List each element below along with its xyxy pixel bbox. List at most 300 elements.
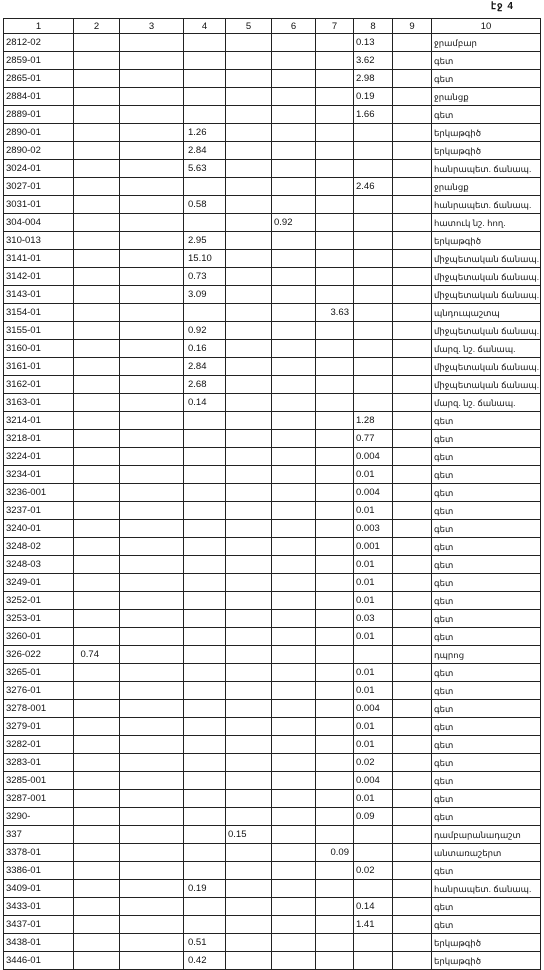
land-use-cell: հանրապետ. ճանապ.	[432, 160, 541, 178]
area-cell-col-2	[74, 718, 120, 736]
area-cell-col-8: 0.02	[354, 754, 393, 772]
area-cell-col-8	[354, 124, 393, 142]
land-use-cell: միջպետական ճանապ.	[432, 376, 541, 394]
area-cell-col-4	[184, 70, 226, 88]
table-row	[4, 214, 541, 232]
area-cell-col-5	[226, 232, 272, 250]
table-row	[4, 268, 541, 286]
area-cell-col-4: 15.10	[184, 250, 226, 268]
table-row	[4, 700, 541, 718]
area-cell-col-6	[272, 70, 316, 88]
land-use-cell: միջպետական ճանապ.	[432, 322, 541, 340]
area-cell-col-4: 2.84	[184, 142, 226, 160]
land-use-cell: միջպետական ճանապ.	[432, 250, 541, 268]
area-cell-col-8: 0.02	[354, 862, 393, 880]
area-cell-col-5: 0.15	[226, 826, 272, 844]
parcel-code-cell: 3234-01	[4, 466, 74, 484]
land-use-cell: գետ	[432, 682, 541, 700]
area-cell-col-5	[226, 700, 272, 718]
area-cell-col-6	[272, 340, 316, 358]
area-cell-col-6	[272, 358, 316, 376]
parcel-code-cell: 326-022	[4, 646, 74, 664]
table-row	[4, 574, 541, 592]
area-cell-col-9	[393, 394, 432, 412]
area-cell-col-2	[74, 880, 120, 898]
table-row	[4, 772, 541, 790]
area-cell-col-5	[226, 250, 272, 268]
table-row	[4, 88, 541, 106]
table-row	[4, 412, 541, 430]
area-cell-col-8: 0.01	[354, 592, 393, 610]
area-cell-col-6	[272, 916, 316, 934]
area-cell-col-5	[226, 934, 272, 952]
table-row	[4, 538, 541, 556]
table-row	[4, 628, 541, 646]
area-cell-col-7	[316, 412, 354, 430]
area-cell-col-2	[74, 502, 120, 520]
area-cell-col-6	[272, 286, 316, 304]
area-cell-col-4: 0.58	[184, 196, 226, 214]
area-cell-col-7	[316, 88, 354, 106]
area-cell-col-6	[272, 538, 316, 556]
land-use-cell: գետ	[432, 448, 541, 466]
land-use-cell: մարզ. նշ. ճանապ.	[432, 394, 541, 412]
area-cell-col-2	[74, 628, 120, 646]
area-cell-col-6	[272, 106, 316, 124]
parcel-code-cell: 2865-01	[4, 70, 74, 88]
area-cell-col-5	[226, 34, 272, 52]
area-cell-col-8	[354, 214, 393, 232]
area-cell-col-4: 5.63	[184, 160, 226, 178]
area-cell-col-5	[226, 628, 272, 646]
area-cell-col-6	[272, 304, 316, 322]
area-cell-col-8	[354, 340, 393, 358]
area-cell-col-5	[226, 772, 272, 790]
area-cell-col-5	[226, 268, 272, 286]
parcel-code-cell: 3283-01	[4, 754, 74, 772]
area-cell-col-7	[316, 178, 354, 196]
area-cell-col-2	[74, 322, 120, 340]
area-cell-col-2	[74, 268, 120, 286]
area-cell-col-2	[74, 916, 120, 934]
area-cell-col-6	[272, 754, 316, 772]
table-row	[4, 880, 541, 898]
area-cell-col-3	[120, 340, 184, 358]
area-cell-col-6	[272, 808, 316, 826]
parcel-code-cell: 3143-01	[4, 286, 74, 304]
area-cell-col-4	[184, 898, 226, 916]
header-row	[4, 19, 541, 34]
area-cell-col-7: 3.63	[316, 304, 354, 322]
area-cell-col-2	[74, 934, 120, 952]
column-header-6: 6	[272, 19, 316, 34]
area-cell-col-8	[354, 268, 393, 286]
area-cell-col-6	[272, 34, 316, 52]
area-cell-col-7	[316, 286, 354, 304]
area-cell-col-4: 0.14	[184, 394, 226, 412]
area-cell-col-9	[393, 790, 432, 808]
area-cell-col-4	[184, 754, 226, 772]
area-cell-col-4	[184, 106, 226, 124]
area-cell-col-6	[272, 574, 316, 592]
area-cell-col-9	[393, 232, 432, 250]
table-row	[4, 898, 541, 916]
area-cell-col-9	[393, 34, 432, 52]
area-cell-col-7	[316, 610, 354, 628]
parcel-code-cell: 3285-001	[4, 772, 74, 790]
area-cell-col-3	[120, 880, 184, 898]
area-cell-col-9	[393, 70, 432, 88]
area-cell-col-4	[184, 646, 226, 664]
area-cell-col-2	[74, 304, 120, 322]
parcel-code-cell: 3160-01	[4, 340, 74, 358]
area-cell-col-7	[316, 592, 354, 610]
land-use-cell: գետ	[432, 52, 541, 70]
table-row	[4, 790, 541, 808]
area-cell-col-4	[184, 592, 226, 610]
area-cell-col-9	[393, 610, 432, 628]
area-cell-col-9	[393, 592, 432, 610]
area-cell-col-2	[74, 664, 120, 682]
area-cell-col-8	[354, 880, 393, 898]
land-use-cell: գետ	[432, 898, 541, 916]
area-cell-col-7	[316, 214, 354, 232]
table-row	[4, 250, 541, 268]
area-cell-col-3	[120, 754, 184, 772]
parcel-code-cell: 3236-001	[4, 484, 74, 502]
area-cell-col-2	[74, 754, 120, 772]
land-use-cell: գետ	[432, 664, 541, 682]
area-cell-col-9	[393, 160, 432, 178]
area-cell-col-8: 1.28	[354, 412, 393, 430]
area-cell-col-7	[316, 718, 354, 736]
area-cell-col-4	[184, 682, 226, 700]
area-cell-col-6	[272, 556, 316, 574]
area-cell-col-5	[226, 142, 272, 160]
area-cell-col-3	[120, 556, 184, 574]
area-cell-col-7	[316, 880, 354, 898]
area-cell-col-5	[226, 790, 272, 808]
parcel-code-cell: 3409-01	[4, 880, 74, 898]
area-cell-col-5	[226, 592, 272, 610]
area-cell-col-9	[393, 538, 432, 556]
area-cell-col-9	[393, 358, 432, 376]
area-cell-col-2	[74, 394, 120, 412]
area-cell-col-8: 0.01	[354, 718, 393, 736]
area-cell-col-5	[226, 520, 272, 538]
land-use-cell: հանրապետ. ճանապ.	[432, 880, 541, 898]
area-cell-col-3	[120, 574, 184, 592]
area-cell-col-6	[272, 700, 316, 718]
area-cell-col-8	[354, 322, 393, 340]
area-cell-col-9	[393, 736, 432, 754]
parcel-code-cell: 3265-01	[4, 664, 74, 682]
area-cell-col-7	[316, 484, 354, 502]
area-cell-col-7	[316, 808, 354, 826]
area-cell-col-4	[184, 34, 226, 52]
area-cell-col-3	[120, 304, 184, 322]
area-cell-col-9	[393, 808, 432, 826]
area-cell-col-7	[316, 358, 354, 376]
area-cell-col-9	[393, 700, 432, 718]
area-cell-col-6	[272, 52, 316, 70]
area-cell-col-5	[226, 718, 272, 736]
area-cell-col-6	[272, 628, 316, 646]
area-cell-col-9	[393, 196, 432, 214]
area-cell-col-8	[354, 376, 393, 394]
area-cell-col-2	[74, 736, 120, 754]
area-cell-col-2	[74, 286, 120, 304]
area-cell-col-3	[120, 160, 184, 178]
parcel-code-cell: 3287-001	[4, 790, 74, 808]
table-row	[4, 358, 541, 376]
land-use-cell: գետ	[432, 772, 541, 790]
area-cell-col-5	[226, 502, 272, 520]
column-header-9: 9	[393, 19, 432, 34]
parcel-code-cell: 3142-01	[4, 268, 74, 286]
area-cell-col-7	[316, 196, 354, 214]
table-row	[4, 142, 541, 160]
area-cell-col-2	[74, 520, 120, 538]
area-cell-col-9	[393, 844, 432, 862]
area-cell-col-9	[393, 214, 432, 232]
area-cell-col-3	[120, 520, 184, 538]
parcel-code-cell: 3253-01	[4, 610, 74, 628]
area-cell-col-3	[120, 808, 184, 826]
area-cell-col-6	[272, 718, 316, 736]
column-header-4: 4	[184, 19, 226, 34]
area-cell-col-5	[226, 808, 272, 826]
area-cell-col-9	[393, 880, 432, 898]
land-use-cell: ջրանցք	[432, 178, 541, 196]
land-use-cell: երկաթգիծ	[432, 124, 541, 142]
area-cell-col-8: 0.77	[354, 430, 393, 448]
area-cell-col-3	[120, 448, 184, 466]
parcel-code-cell: 3031-01	[4, 196, 74, 214]
land-use-cell: գետ	[432, 70, 541, 88]
area-cell-col-9	[393, 448, 432, 466]
land-use-cell: գետ	[432, 466, 541, 484]
land-use-cell: գետ	[432, 484, 541, 502]
table-row	[4, 466, 541, 484]
area-cell-col-3	[120, 934, 184, 952]
area-cell-col-7	[316, 340, 354, 358]
area-cell-col-3	[120, 592, 184, 610]
area-cell-col-3	[120, 952, 184, 970]
land-use-cell: գետ	[432, 808, 541, 826]
area-cell-col-4	[184, 772, 226, 790]
area-cell-col-2	[74, 898, 120, 916]
area-cell-col-2	[74, 178, 120, 196]
area-cell-col-3	[120, 646, 184, 664]
area-cell-col-6	[272, 376, 316, 394]
area-cell-col-8: 0.01	[354, 502, 393, 520]
land-use-cell: գետ	[432, 106, 541, 124]
parcel-code-cell: 3378-01	[4, 844, 74, 862]
table-row	[4, 160, 541, 178]
area-cell-col-3	[120, 538, 184, 556]
column-header-10: 10	[432, 19, 541, 34]
land-use-cell: անտառաշերտ	[432, 844, 541, 862]
area-cell-col-4	[184, 718, 226, 736]
column-header-5: 5	[226, 19, 272, 34]
land-use-cell: երկաթգիծ	[432, 934, 541, 952]
parcel-code-cell: 3248-03	[4, 556, 74, 574]
area-cell-col-7	[316, 124, 354, 142]
parcel-code-cell: 3249-01	[4, 574, 74, 592]
area-cell-col-3	[120, 214, 184, 232]
area-cell-col-8: 0.004	[354, 700, 393, 718]
area-cell-col-9	[393, 376, 432, 394]
area-cell-col-2	[74, 232, 120, 250]
area-cell-col-9	[393, 916, 432, 934]
area-cell-col-5	[226, 286, 272, 304]
table-row	[4, 646, 541, 664]
area-cell-col-7	[316, 52, 354, 70]
area-cell-col-6	[272, 430, 316, 448]
area-cell-col-7	[316, 952, 354, 970]
area-cell-col-6	[272, 772, 316, 790]
area-cell-col-8	[354, 142, 393, 160]
table-row	[4, 502, 541, 520]
area-cell-col-7	[316, 394, 354, 412]
area-cell-col-9	[393, 520, 432, 538]
parcel-code-cell: 3260-01	[4, 628, 74, 646]
area-cell-col-4	[184, 88, 226, 106]
area-cell-col-2	[74, 52, 120, 70]
area-cell-col-8: 0.03	[354, 610, 393, 628]
area-cell-col-6	[272, 322, 316, 340]
parcel-code-cell: 3278-001	[4, 700, 74, 718]
area-cell-col-6	[272, 178, 316, 196]
area-cell-col-5	[226, 898, 272, 916]
land-register-table	[3, 18, 541, 970]
area-cell-col-4	[184, 574, 226, 592]
area-cell-col-7	[316, 376, 354, 394]
table-row	[4, 736, 541, 754]
table-row	[4, 34, 541, 52]
table-row	[4, 916, 541, 934]
area-cell-col-4	[184, 556, 226, 574]
area-cell-col-4	[184, 808, 226, 826]
area-cell-col-4: 0.51	[184, 934, 226, 952]
parcel-code-cell: 3163-01	[4, 394, 74, 412]
area-cell-col-6	[272, 664, 316, 682]
area-cell-col-3	[120, 826, 184, 844]
area-cell-col-5	[226, 214, 272, 232]
area-cell-col-3	[120, 196, 184, 214]
column-header-2: 2	[74, 19, 120, 34]
area-cell-col-8	[354, 826, 393, 844]
parcel-code-cell: 3027-01	[4, 178, 74, 196]
area-cell-col-3	[120, 700, 184, 718]
area-cell-col-9	[393, 250, 432, 268]
area-cell-col-8	[354, 394, 393, 412]
table-row	[4, 754, 541, 772]
area-cell-col-9	[393, 898, 432, 916]
area-cell-col-4	[184, 538, 226, 556]
land-use-cell: գետ	[432, 430, 541, 448]
area-cell-col-3	[120, 844, 184, 862]
parcel-code-cell: 2890-02	[4, 142, 74, 160]
land-use-cell: գետ	[432, 718, 541, 736]
area-cell-col-7	[316, 772, 354, 790]
area-cell-col-6	[272, 646, 316, 664]
area-cell-col-9	[393, 772, 432, 790]
parcel-code-cell: 3433-01	[4, 898, 74, 916]
area-cell-col-5	[226, 196, 272, 214]
area-cell-col-9	[393, 286, 432, 304]
area-cell-col-8: 3.62	[354, 52, 393, 70]
parcel-code-cell: 304-004	[4, 214, 74, 232]
table-row	[4, 556, 541, 574]
area-cell-col-2	[74, 34, 120, 52]
area-cell-col-9	[393, 718, 432, 736]
area-cell-col-4	[184, 178, 226, 196]
parcel-code-cell: 3224-01	[4, 448, 74, 466]
area-cell-col-3	[120, 376, 184, 394]
table-row	[4, 484, 541, 502]
area-cell-col-2	[74, 340, 120, 358]
area-cell-col-8: 0.01	[354, 682, 393, 700]
column-header-3: 3	[120, 19, 184, 34]
table-row	[4, 322, 541, 340]
land-use-cell: ջրամբար	[432, 34, 541, 52]
area-cell-col-5	[226, 952, 272, 970]
parcel-code-cell: 3248-02	[4, 538, 74, 556]
table-row	[4, 718, 541, 736]
area-cell-col-8: 0.001	[354, 538, 393, 556]
area-cell-col-5	[226, 340, 272, 358]
area-cell-col-5	[226, 106, 272, 124]
area-cell-col-6	[272, 232, 316, 250]
area-cell-col-6	[272, 484, 316, 502]
area-cell-col-6	[272, 448, 316, 466]
land-use-cell: գետ	[432, 610, 541, 628]
area-cell-col-6	[272, 196, 316, 214]
land-use-cell: երկաթգիծ	[432, 952, 541, 970]
area-cell-col-8: 0.13	[354, 34, 393, 52]
area-cell-col-6	[272, 160, 316, 178]
area-cell-col-9	[393, 682, 432, 700]
area-cell-col-7	[316, 520, 354, 538]
area-cell-col-8: 0.01	[354, 664, 393, 682]
page-number: էջ 4	[490, 1, 514, 12]
land-use-cell: գետ	[432, 736, 541, 754]
area-cell-col-5	[226, 394, 272, 412]
land-use-cell: հատուկ նշ. հող.	[432, 214, 541, 232]
area-cell-col-6	[272, 394, 316, 412]
parcel-code-cell: 3386-01	[4, 862, 74, 880]
area-cell-col-6	[272, 610, 316, 628]
area-cell-col-9	[393, 88, 432, 106]
parcel-code-cell: 2889-01	[4, 106, 74, 124]
area-cell-col-6	[272, 844, 316, 862]
area-cell-col-4: 0.73	[184, 268, 226, 286]
table-row	[4, 862, 541, 880]
area-cell-col-3	[120, 610, 184, 628]
area-cell-col-5	[226, 124, 272, 142]
area-cell-col-3	[120, 34, 184, 52]
area-cell-col-7	[316, 448, 354, 466]
area-cell-col-8: 0.01	[354, 466, 393, 484]
table-row	[4, 844, 541, 862]
area-cell-col-8	[354, 286, 393, 304]
area-cell-col-3	[120, 142, 184, 160]
parcel-code-cell: 3282-01	[4, 736, 74, 754]
area-cell-col-4	[184, 736, 226, 754]
area-cell-col-5	[226, 484, 272, 502]
